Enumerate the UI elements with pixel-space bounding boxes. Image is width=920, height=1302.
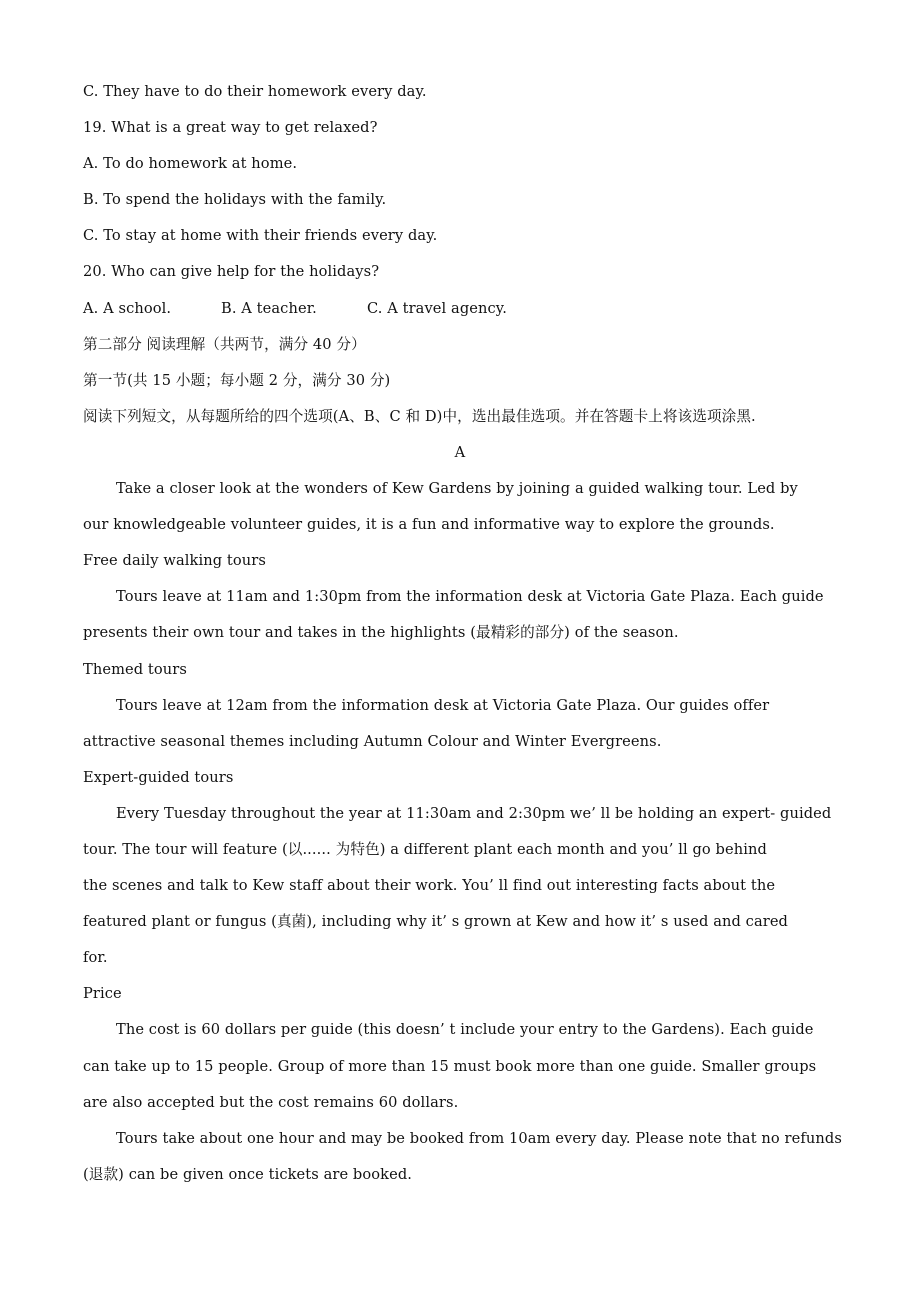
passage-label: A [454,443,466,461]
themed-tours-line-2: attractive seasonal themes including Autumn Colour and Winter Evergreens. [83,732,662,750]
q20-stem: 20. Who can give help for the holidays? [83,263,380,281]
expert-tours-line-5: for. [83,949,108,967]
expert-tours-line-3: the scenes and talk to Kew staff about their work. You’ ll find out interesting facts about the [83,877,776,895]
q20-option-b: B. A teacher. [221,299,317,317]
q19-option-b: B. To spend the holidays with the family. [83,191,387,209]
price-line-2: can take up to 15 people. Group of more than 15 must book more than one guide. Smaller groups [83,1057,817,1075]
q18-option-c: C. They have to do their homework every day. [83,83,427,100]
expert-tours-line-4: featured plant or fungus (真菌), including why it’ s grown at Kew and how it’ s used and cared [83,913,789,931]
free-tours-heading: Free daily walking tours [83,552,266,570]
price-line-1: The cost is 60 dollars per guide (this doesn’ t include your entry to the Gardens). Each guide [116,1021,814,1039]
q19-option-c: C. To stay at home with their friends every day. [83,227,438,245]
passage-intro-line-2: our knowledgeable volunteer guides, it is a fun and informative way to explore the grounds. [83,516,775,534]
free-tours-line-1: Tours leave at 11am and 1:30pm from the information desk at Victoria Gate Plaza. Each guide [116,588,824,606]
expert-tours-line-1: Every Tuesday throughout the year at 11:30am and 2:30pm we’ ll be holding an expert- guided [116,804,832,822]
q20-options [83,291,873,327]
expert-tours-line-2: tour. The tour will feature (以...... 为特色) a different plant each month and you’ ll go behind [83,840,767,858]
section-instructions: 阅读下列短文，从每题所给的四个选项(A、B、C 和 D)中，选出最佳选项。并在答题卡上将该选项涂黑. [83,407,756,425]
part-heading: 第二部分 阅读理解（共两节，满分 40 分） [83,335,366,353]
q19-stem: 19. What is a great way to get relaxed? [83,119,378,137]
exam-page [83,74,873,1193]
booking-line-2: (退款) can be given once tickets are booked. [83,1165,413,1183]
free-tours-line-2: presents their own tour and takes in the highlights (最精彩的部分) of the season. [83,624,679,642]
expert-tours-heading: Expert-guided tours [83,768,234,786]
price-line-3: are also accepted but the cost remains 60 dollars. [83,1093,459,1111]
q19-option-a: A. To do homework at home. [83,155,298,173]
themed-tours-line-1: Tours leave at 12am from the information desk at Victoria Gate Plaza. Our guides offer [116,696,770,714]
q20-option-c: C. A travel agency. [367,299,507,317]
price-heading: Price [83,985,122,1003]
themed-tours-heading: Themed tours [83,660,187,678]
q20-option-a: A. A school. [83,299,172,317]
subsection-heading: 第一节(共 15 小题；每小题 2 分，满分 30 分) [83,371,391,389]
passage-intro-line-1: Take a closer look at the wonders of Kew Gardens by joining a guided walking tour. Led by [116,480,798,498]
booking-line-1: Tours take about one hour and may be booked from 10am every day. Please note that no refunds [116,1129,842,1147]
